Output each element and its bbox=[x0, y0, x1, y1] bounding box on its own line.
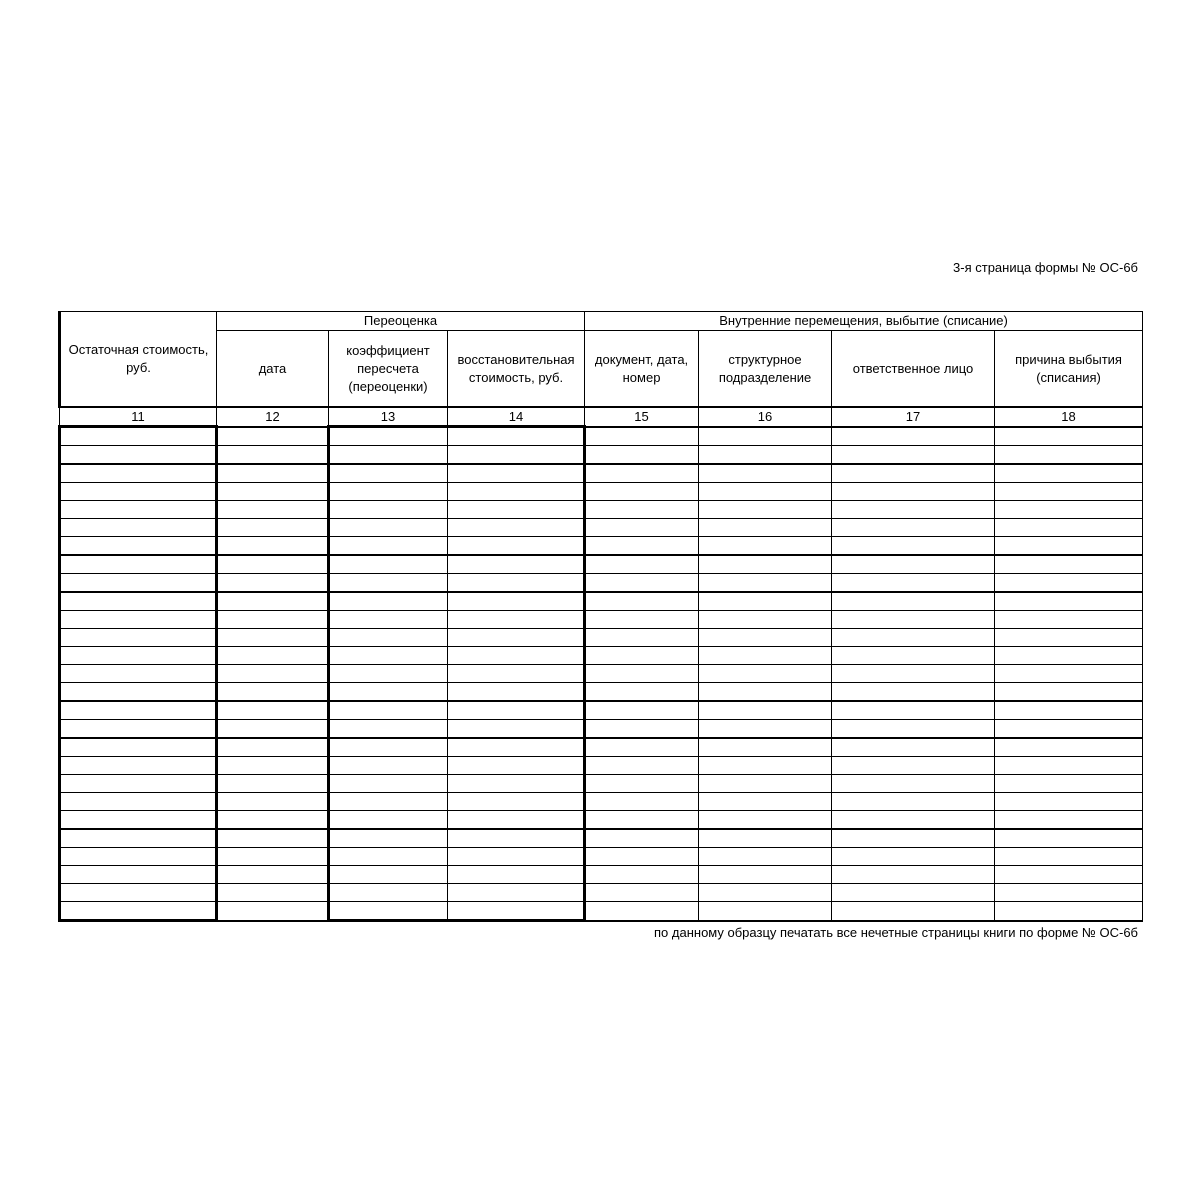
col-number-13: 13 bbox=[329, 407, 448, 427]
table-cell-col-13[interactable] bbox=[329, 592, 448, 611]
form-caption: 3-я страница формы № ОС-6б bbox=[953, 260, 1138, 275]
table-cell-col-12[interactable] bbox=[217, 701, 329, 720]
table-cell-col-11[interactable] bbox=[60, 611, 217, 629]
table-cell-col-11[interactable] bbox=[60, 665, 217, 683]
table-cell-col-16[interactable] bbox=[699, 793, 832, 811]
table-cell-col-17[interactable] bbox=[832, 611, 995, 629]
col-number-11: 11 bbox=[60, 407, 217, 427]
table-cell-col-15[interactable] bbox=[585, 683, 699, 702]
table-row bbox=[60, 647, 1143, 665]
table-cell-col-15[interactable] bbox=[585, 629, 699, 647]
table-cell-col-18[interactable] bbox=[995, 884, 1143, 902]
table-cell-col-14[interactable] bbox=[448, 701, 585, 720]
table-row bbox=[60, 464, 1143, 483]
table-cell-col-14[interactable] bbox=[448, 866, 585, 884]
table-cell-col-13[interactable] bbox=[329, 446, 448, 465]
table-cell-col-11[interactable] bbox=[60, 629, 217, 647]
table-cell-col-12[interactable] bbox=[217, 811, 329, 830]
table-row bbox=[60, 446, 1143, 465]
table-cell-col-12[interactable] bbox=[217, 629, 329, 647]
table-cell-col-13[interactable] bbox=[329, 811, 448, 830]
table-cell-col-15[interactable] bbox=[585, 519, 699, 537]
table-cell-col-13[interactable] bbox=[329, 519, 448, 537]
table-cell-col-16[interactable] bbox=[699, 555, 832, 574]
col-number-18: 18 bbox=[995, 407, 1143, 427]
table-cell-col-14[interactable] bbox=[448, 665, 585, 683]
table-cell-col-16[interactable] bbox=[699, 720, 832, 739]
table-row bbox=[60, 884, 1143, 902]
table-cell-col-12[interactable] bbox=[217, 665, 329, 683]
col-header-16: структурное подразделение bbox=[699, 331, 832, 408]
table-cell-col-14[interactable] bbox=[448, 483, 585, 501]
table-cell-col-17[interactable] bbox=[832, 501, 995, 519]
table-cell-col-17[interactable] bbox=[832, 555, 995, 574]
table-row bbox=[60, 501, 1143, 519]
table-cell-col-14[interactable] bbox=[448, 647, 585, 665]
table-row bbox=[60, 738, 1143, 757]
table-cell-col-12[interactable] bbox=[217, 848, 329, 866]
table-cell-col-16[interactable] bbox=[699, 446, 832, 465]
table-cell-col-15[interactable] bbox=[585, 757, 699, 775]
table-cell-col-15[interactable] bbox=[585, 793, 699, 811]
table-cell-col-12[interactable] bbox=[217, 427, 329, 446]
col-number-14: 14 bbox=[448, 407, 585, 427]
table-cell-col-12[interactable] bbox=[217, 683, 329, 702]
table-cell-col-13[interactable] bbox=[329, 427, 448, 446]
table-row bbox=[60, 720, 1143, 739]
table-cell-col-18[interactable] bbox=[995, 811, 1143, 830]
table-cell-col-16[interactable] bbox=[699, 775, 832, 793]
table-cell-col-12[interactable] bbox=[217, 611, 329, 629]
table-cell-col-14[interactable] bbox=[448, 537, 585, 556]
table-cell-col-16[interactable] bbox=[699, 848, 832, 866]
table-cell-col-12[interactable] bbox=[217, 537, 329, 556]
table-cell-col-16[interactable] bbox=[699, 665, 832, 683]
table-cell-col-15[interactable] bbox=[585, 592, 699, 611]
table-cell-col-11[interactable] bbox=[60, 701, 217, 720]
table-cell-col-14[interactable] bbox=[448, 611, 585, 629]
table-cell-col-15[interactable] bbox=[585, 811, 699, 830]
table-row bbox=[60, 629, 1143, 647]
col-number-15: 15 bbox=[585, 407, 699, 427]
table-cell-col-17[interactable] bbox=[832, 446, 995, 465]
table-cell-col-15[interactable] bbox=[585, 848, 699, 866]
table-cell-col-13[interactable] bbox=[329, 884, 448, 902]
table-cell-col-15[interactable] bbox=[585, 775, 699, 793]
table-cell-col-17[interactable] bbox=[832, 866, 995, 884]
table-cell-col-16[interactable] bbox=[699, 829, 832, 848]
table-cell-col-17[interactable] bbox=[832, 775, 995, 793]
table-cell-col-15[interactable] bbox=[585, 902, 699, 921]
table-cell-col-12[interactable] bbox=[217, 446, 329, 465]
table-cell-col-13[interactable] bbox=[329, 902, 448, 921]
table-cell-col-11[interactable] bbox=[60, 811, 217, 830]
table-cell-col-15[interactable] bbox=[585, 701, 699, 720]
table-cell-col-16[interactable] bbox=[699, 483, 832, 501]
table-cell-col-16[interactable] bbox=[699, 574, 832, 593]
table-cell-col-12[interactable] bbox=[217, 757, 329, 775]
col-header-14: восстановительная стоимость, руб. bbox=[448, 331, 585, 408]
table-cell-col-17[interactable] bbox=[832, 793, 995, 811]
table-cell-col-15[interactable] bbox=[585, 464, 699, 483]
column-number-row bbox=[60, 407, 1143, 427]
table-cell-col-16[interactable] bbox=[699, 738, 832, 757]
table-cell-col-11[interactable] bbox=[60, 501, 217, 519]
table-cell-col-16[interactable] bbox=[699, 884, 832, 902]
table-cell-col-11[interactable] bbox=[60, 647, 217, 665]
table-cell-col-18[interactable] bbox=[995, 793, 1143, 811]
table-cell-col-17[interactable] bbox=[832, 629, 995, 647]
table-cell-col-15[interactable] bbox=[585, 427, 699, 446]
table-cell-col-16[interactable] bbox=[699, 464, 832, 483]
table-cell-col-17[interactable] bbox=[832, 519, 995, 537]
table-cell-col-18[interactable] bbox=[995, 519, 1143, 537]
table-cell-col-15[interactable] bbox=[585, 555, 699, 574]
table-cell-col-12[interactable] bbox=[217, 793, 329, 811]
table-cell-col-15[interactable] bbox=[585, 829, 699, 848]
table-cell-col-14[interactable] bbox=[448, 501, 585, 519]
col-header-11: Остаточная стоимость, руб. bbox=[60, 312, 217, 408]
table-cell-col-14[interactable] bbox=[448, 574, 585, 593]
table-cell-col-12[interactable] bbox=[217, 501, 329, 519]
table-cell-col-14[interactable] bbox=[448, 902, 585, 921]
table-row bbox=[60, 427, 1143, 446]
table-cell-col-17[interactable] bbox=[832, 701, 995, 720]
table-cell-col-17[interactable] bbox=[832, 427, 995, 446]
table-cell-col-11[interactable] bbox=[60, 902, 217, 921]
table-cell-col-15[interactable] bbox=[585, 866, 699, 884]
table-cell-col-17[interactable] bbox=[832, 592, 995, 611]
table-cell-col-15[interactable] bbox=[585, 574, 699, 593]
table-cell-col-14[interactable] bbox=[448, 683, 585, 702]
table-cell-col-18[interactable] bbox=[995, 683, 1143, 702]
header-group-row bbox=[60, 312, 1143, 331]
table-cell-col-11[interactable] bbox=[60, 866, 217, 884]
table-cell-col-16[interactable] bbox=[699, 427, 832, 446]
table-cell-col-12[interactable] bbox=[217, 483, 329, 501]
table-cell-col-14[interactable] bbox=[448, 793, 585, 811]
table-cell-col-11[interactable] bbox=[60, 464, 217, 483]
table-cell-col-17[interactable] bbox=[832, 829, 995, 848]
table-cell-col-11[interactable] bbox=[60, 884, 217, 902]
table-cell-col-12[interactable] bbox=[217, 574, 329, 593]
table-cell-col-13[interactable] bbox=[329, 574, 448, 593]
table-cell-col-18[interactable] bbox=[995, 501, 1143, 519]
table-cell-col-16[interactable] bbox=[699, 629, 832, 647]
table-cell-col-18[interactable] bbox=[995, 537, 1143, 556]
table-cell-col-17[interactable] bbox=[832, 483, 995, 501]
col-number-16: 16 bbox=[699, 407, 832, 427]
table-cell-col-11[interactable] bbox=[60, 555, 217, 574]
table-cell-col-13[interactable] bbox=[329, 720, 448, 739]
table-cell-col-11[interactable] bbox=[60, 793, 217, 811]
table-cell-col-12[interactable] bbox=[217, 720, 329, 739]
table-cell-col-18[interactable] bbox=[995, 483, 1143, 501]
table-cell-col-18[interactable] bbox=[995, 647, 1143, 665]
table-cell-col-11[interactable] bbox=[60, 483, 217, 501]
table-cell-col-18[interactable] bbox=[995, 629, 1143, 647]
table-row bbox=[60, 775, 1143, 793]
table-row bbox=[60, 683, 1143, 702]
table-cell-col-15[interactable] bbox=[585, 537, 699, 556]
col-number-12: 12 bbox=[217, 407, 329, 427]
table-row bbox=[60, 757, 1143, 775]
col-number-17: 17 bbox=[832, 407, 995, 427]
table-cell-col-13[interactable] bbox=[329, 537, 448, 556]
table-cell-col-16[interactable] bbox=[699, 811, 832, 830]
table-row bbox=[60, 665, 1143, 683]
table-cell-col-16[interactable] bbox=[699, 647, 832, 665]
col-header-17: ответственное лицо bbox=[832, 331, 995, 408]
table-cell-col-13[interactable] bbox=[329, 665, 448, 683]
table-cell-col-12[interactable] bbox=[217, 592, 329, 611]
table-cell-col-17[interactable] bbox=[832, 738, 995, 757]
table-cell-col-11[interactable] bbox=[60, 775, 217, 793]
col-header-18: причина выбытия (списания) bbox=[995, 331, 1143, 408]
table-row bbox=[60, 902, 1143, 921]
table-cell-col-13[interactable] bbox=[329, 629, 448, 647]
table-cell-col-13[interactable] bbox=[329, 483, 448, 501]
inventory-table bbox=[58, 311, 1143, 922]
table-row bbox=[60, 866, 1143, 884]
table-cell-col-11[interactable] bbox=[60, 519, 217, 537]
table-cell-col-17[interactable] bbox=[832, 647, 995, 665]
table-row bbox=[60, 537, 1143, 556]
col-header-15: документ, дата, номер bbox=[585, 331, 699, 408]
table-cell-col-18[interactable] bbox=[995, 757, 1143, 775]
table-cell-col-15[interactable] bbox=[585, 884, 699, 902]
table-cell-col-18[interactable] bbox=[995, 720, 1143, 739]
table-cell-col-13[interactable] bbox=[329, 738, 448, 757]
table-cell-col-17[interactable] bbox=[832, 811, 995, 830]
table-cell-col-14[interactable] bbox=[448, 629, 585, 647]
table-cell-col-15[interactable] bbox=[585, 483, 699, 501]
table-cell-col-11[interactable] bbox=[60, 574, 217, 593]
table-cell-col-15[interactable] bbox=[585, 738, 699, 757]
table-cell-col-15[interactable] bbox=[585, 446, 699, 465]
table-cell-col-18[interactable] bbox=[995, 848, 1143, 866]
table-cell-col-13[interactable] bbox=[329, 611, 448, 629]
header-label-row bbox=[60, 331, 1143, 408]
table-cell-col-11[interactable] bbox=[60, 829, 217, 848]
table-cell-col-13[interactable] bbox=[329, 701, 448, 720]
col-header-13: коэффициент пересчета (переоценки) bbox=[329, 331, 448, 408]
table-cell-col-17[interactable] bbox=[832, 720, 995, 739]
table-cell-col-18[interactable] bbox=[995, 738, 1143, 757]
table-row bbox=[60, 592, 1143, 611]
table-cell-col-11[interactable] bbox=[60, 592, 217, 611]
table-cell-col-16[interactable] bbox=[699, 757, 832, 775]
table-cell-col-13[interactable] bbox=[329, 848, 448, 866]
table-cell-col-18[interactable] bbox=[995, 902, 1143, 921]
table-cell-col-12[interactable] bbox=[217, 884, 329, 902]
table-cell-col-15[interactable] bbox=[585, 665, 699, 683]
table-cell-col-13[interactable] bbox=[329, 464, 448, 483]
group-header-revaluation: Переоценка bbox=[217, 312, 585, 331]
table-cell-col-14[interactable] bbox=[448, 555, 585, 574]
table-cell-col-14[interactable] bbox=[448, 446, 585, 465]
table-cell-col-17[interactable] bbox=[832, 848, 995, 866]
table-cell-col-17[interactable] bbox=[832, 665, 995, 683]
table-cell-col-14[interactable] bbox=[448, 811, 585, 830]
table-cell-col-13[interactable] bbox=[329, 775, 448, 793]
table-row bbox=[60, 848, 1143, 866]
table-cell-col-13[interactable] bbox=[329, 555, 448, 574]
table-row bbox=[60, 811, 1143, 830]
table-cell-col-13[interactable] bbox=[329, 829, 448, 848]
table-cell-col-13[interactable] bbox=[329, 647, 448, 665]
table-cell-col-18[interactable] bbox=[995, 665, 1143, 683]
table-cell-col-17[interactable] bbox=[832, 884, 995, 902]
table-cell-col-12[interactable] bbox=[217, 902, 329, 921]
table-cell-col-17[interactable] bbox=[832, 537, 995, 556]
table-cell-col-16[interactable] bbox=[699, 866, 832, 884]
table-cell-col-16[interactable] bbox=[699, 902, 832, 921]
table-cell-col-13[interactable] bbox=[329, 501, 448, 519]
table-cell-col-17[interactable] bbox=[832, 464, 995, 483]
table-cell-col-11[interactable] bbox=[60, 848, 217, 866]
table-cell-col-14[interactable] bbox=[448, 720, 585, 739]
table-cell-col-12[interactable] bbox=[217, 775, 329, 793]
table-cell-col-11[interactable] bbox=[60, 738, 217, 757]
table-cell-col-15[interactable] bbox=[585, 647, 699, 665]
table-cell-col-12[interactable] bbox=[217, 829, 329, 848]
table-cell-col-14[interactable] bbox=[448, 464, 585, 483]
table-cell-col-11[interactable] bbox=[60, 683, 217, 702]
table-cell-col-14[interactable] bbox=[448, 757, 585, 775]
table-cell-col-11[interactable] bbox=[60, 427, 217, 446]
table-cell-col-11[interactable] bbox=[60, 446, 217, 465]
table-cell-col-18[interactable] bbox=[995, 446, 1143, 465]
table-cell-col-17[interactable] bbox=[832, 757, 995, 775]
table-cell-col-14[interactable] bbox=[448, 592, 585, 611]
table-cell-col-12[interactable] bbox=[217, 866, 329, 884]
table-row bbox=[60, 555, 1143, 574]
table-cell-col-12[interactable] bbox=[217, 464, 329, 483]
table-cell-col-18[interactable] bbox=[995, 866, 1143, 884]
table-cell-col-18[interactable] bbox=[995, 592, 1143, 611]
table-cell-col-16[interactable] bbox=[699, 519, 832, 537]
table-cell-col-12[interactable] bbox=[217, 519, 329, 537]
table-cell-col-18[interactable] bbox=[995, 611, 1143, 629]
table-cell-col-14[interactable] bbox=[448, 519, 585, 537]
table-row bbox=[60, 483, 1143, 501]
group-header-movement: Внутренние перемещения, выбытие (списание) bbox=[585, 312, 1143, 331]
table-row bbox=[60, 611, 1143, 629]
table-row bbox=[60, 701, 1143, 720]
table-cell-col-17[interactable] bbox=[832, 574, 995, 593]
table-cell-col-16[interactable] bbox=[699, 701, 832, 720]
table-cell-col-18[interactable] bbox=[995, 701, 1143, 720]
table-cell-col-14[interactable] bbox=[448, 427, 585, 446]
table-cell-col-17[interactable] bbox=[832, 902, 995, 921]
table-cell-col-11[interactable] bbox=[60, 757, 217, 775]
table-cell-col-17[interactable] bbox=[832, 683, 995, 702]
table-cell-col-14[interactable] bbox=[448, 829, 585, 848]
table-cell-col-11[interactable] bbox=[60, 537, 217, 556]
table-cell-col-12[interactable] bbox=[217, 555, 329, 574]
table-cell-col-12[interactable] bbox=[217, 738, 329, 757]
table-cell-col-12[interactable] bbox=[217, 647, 329, 665]
table-row bbox=[60, 829, 1143, 848]
table-cell-col-16[interactable] bbox=[699, 592, 832, 611]
table-cell-col-18[interactable] bbox=[995, 427, 1143, 446]
table-cell-col-13[interactable] bbox=[329, 683, 448, 702]
table-cell-col-11[interactable] bbox=[60, 720, 217, 739]
table-row bbox=[60, 793, 1143, 811]
table-cell-col-15[interactable] bbox=[585, 611, 699, 629]
table-cell-col-13[interactable] bbox=[329, 757, 448, 775]
table-cell-col-16[interactable] bbox=[699, 611, 832, 629]
table-cell-col-18[interactable] bbox=[995, 464, 1143, 483]
table-cell-col-18[interactable] bbox=[995, 775, 1143, 793]
table-cell-col-18[interactable] bbox=[995, 555, 1143, 574]
footnote: по данному образцу печатать все нечетные страницы книги по форме № ОС-6б bbox=[654, 925, 1138, 940]
table-cell-col-15[interactable] bbox=[585, 720, 699, 739]
table-row bbox=[60, 519, 1143, 537]
col-header-12: дата bbox=[217, 331, 329, 408]
table-cell-col-16[interactable] bbox=[699, 537, 832, 556]
table-cell-col-16[interactable] bbox=[699, 501, 832, 519]
table-cell-col-14[interactable] bbox=[448, 848, 585, 866]
table-cell-col-13[interactable] bbox=[329, 793, 448, 811]
table-cell-col-14[interactable] bbox=[448, 884, 585, 902]
table-cell-col-15[interactable] bbox=[585, 501, 699, 519]
table-cell-col-16[interactable] bbox=[699, 683, 832, 702]
table-row bbox=[60, 574, 1143, 593]
table-cell-col-18[interactable] bbox=[995, 829, 1143, 848]
table-cell-col-13[interactable] bbox=[329, 866, 448, 884]
table-cell-col-14[interactable] bbox=[448, 775, 585, 793]
table-cell-col-14[interactable] bbox=[448, 738, 585, 757]
table-cell-col-18[interactable] bbox=[995, 574, 1143, 593]
